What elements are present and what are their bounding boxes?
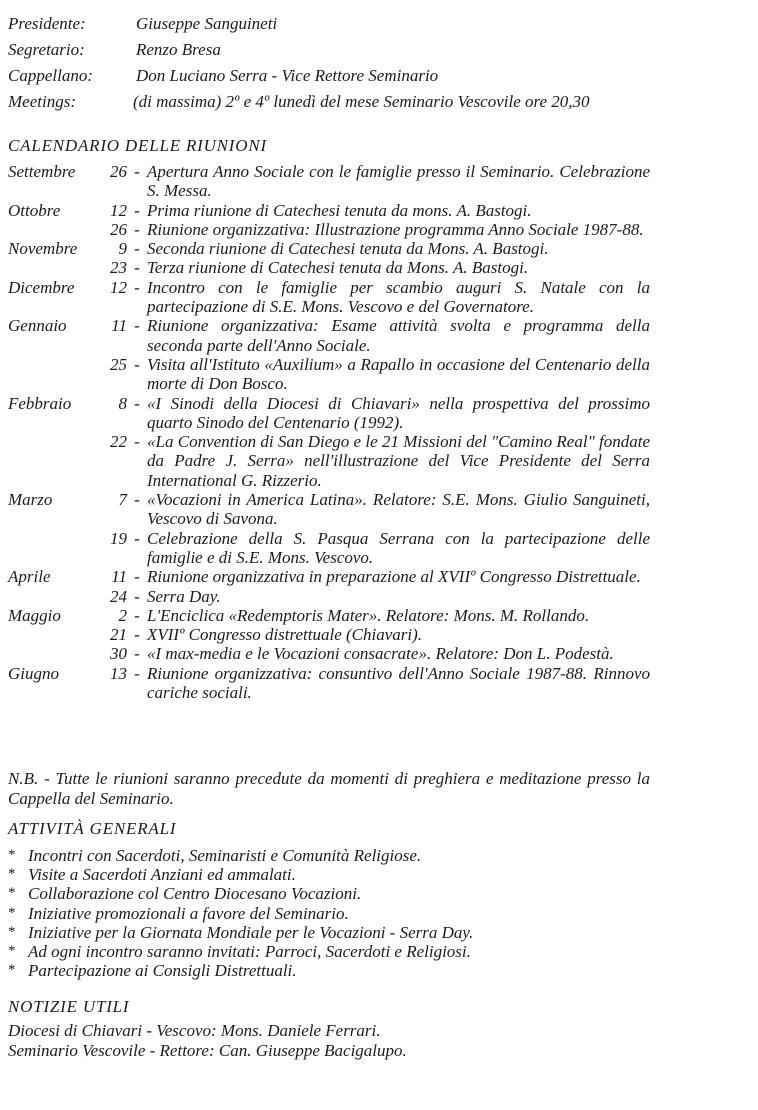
- calendar-text: Seconda riunione di Catechesi tenuta da Mons. A. Bastogi.: [147, 239, 549, 259]
- calendar-day: 26: [110, 162, 127, 181]
- asterisk-bullet-icon: *: [8, 962, 16, 979]
- attivita-item: [8, 942, 658, 961]
- calendar-entry: [8, 587, 650, 606]
- officer-value: Don Luciano Serra - Vice Rettore Seminario: [136, 66, 439, 85]
- asterisk-bullet-icon: *: [8, 943, 16, 960]
- calendar-dash: -: [134, 490, 140, 510]
- calendar-entry: [8, 490, 650, 529]
- calendar-entry: [8, 432, 650, 490]
- attivita-text: Visite a Sacerdoti Anziani ed ammalati.: [28, 865, 296, 885]
- calendar-dash: -: [134, 393, 140, 413]
- calendar-day: 7: [118, 490, 127, 510]
- officer-label: Meetings:: [8, 92, 76, 111]
- calendar-entry: [8, 220, 650, 239]
- calendar-text: Riunione organizzativa: Illustrazione programma Anno Sociale 1987-88.: [147, 219, 644, 239]
- calendar-entry: [8, 664, 650, 703]
- calendar-month: Maggio: [8, 605, 61, 625]
- calendar-entry: [8, 316, 650, 355]
- calendar-entry: [8, 162, 650, 201]
- calendar-text: Riunione organizzativa: consuntivo dell'Anno Sociale 1987-88. Rinnovo cariche sociali.: [147, 663, 650, 703]
- calendar-day: 26: [110, 219, 127, 239]
- attivita-text: Ad ogni incontro saranno invitati: Parroci, Sacerdoti e Religiosi.: [28, 942, 471, 962]
- calendar-text: «I Sinodi della Diocesi di Chiavari» nella prospettiva del prossimo quarto Sinodo del Centenario (1992).: [147, 393, 650, 432]
- calendar-month: [8, 529, 101, 568]
- calendar-day: 13: [110, 663, 127, 683]
- calendar-entry: [8, 239, 650, 258]
- attivita-text: Iniziative per la Giornata Mondiale per le Vocazioni - Serra Day.: [28, 922, 474, 942]
- calendar-text: Prima riunione di Catechesi tenuta da mons. A. Bastogi.: [147, 200, 532, 220]
- calendar-day: 9: [118, 239, 127, 259]
- calendar-entry: [8, 606, 650, 625]
- calendar-month: [8, 258, 101, 277]
- attivita-item: [8, 846, 658, 865]
- attivita-text: Partecipazione ai Consigli Distrettuali.: [28, 961, 297, 981]
- attivita-item: [8, 961, 658, 980]
- officer-value: Giuseppe Sanguineti: [136, 14, 278, 33]
- calendar-dash: -: [134, 200, 140, 220]
- calendar-dash: -: [134, 625, 140, 645]
- calendar-day: 30: [110, 644, 127, 664]
- calendar-text: Serra Day.: [147, 586, 221, 606]
- calendar-list: [8, 162, 650, 702]
- calendar-month: [8, 625, 101, 644]
- officer-label: Presidente:: [8, 14, 86, 33]
- calendar-dash: -: [134, 219, 140, 239]
- calendar-month: [8, 220, 101, 239]
- calendar-month: [8, 355, 101, 394]
- attivita-text: Collaborazione col Centro Diocesano Vocazioni.: [28, 884, 362, 904]
- officer-label: Cappellano:: [8, 66, 93, 85]
- calendar-dash: -: [134, 605, 140, 625]
- calendar-entry: [8, 278, 650, 317]
- calendar-text: Riunione organizzativa in preparazione al XVIIº Congresso Distrettuale.: [147, 567, 641, 587]
- calendar-entry: [8, 625, 650, 644]
- calendar-day: 19: [110, 528, 127, 548]
- calendar-text: Visita all'Istituto «Auxilium» a Rapallo in occasione del Centenario della morte di Don Bosco.: [147, 354, 650, 394]
- calendar-text: «I max-media e le Vocazioni consacrate». Relatore: Don L. Podestà.: [147, 644, 614, 664]
- attivita-item: [8, 884, 658, 903]
- calendar-month: Gennaio: [8, 316, 67, 336]
- notizie-line: Seminario Vescovile - Rettore: Can. Giuseppe Bacigalupo.: [8, 1040, 407, 1060]
- calendar-month: Ottobre: [8, 200, 61, 220]
- calendar-entry: [8, 529, 650, 568]
- calendar-dash: -: [134, 644, 140, 664]
- calendar-entry: [8, 567, 650, 586]
- calendar-text: Celebrazione della S. Pasqua Serrana con la partecipazione delle famiglie e di S.E. Mons. Vescovo.: [147, 528, 650, 567]
- calendar-dash: -: [134, 162, 140, 181]
- calendar-dash: -: [134, 277, 140, 297]
- officer-cappellano: [8, 66, 748, 92]
- calendar-month: Febbraio: [8, 393, 72, 413]
- calendar-entry: [8, 394, 650, 433]
- calendar-day: 21: [110, 625, 127, 645]
- calendar-day: 12: [110, 277, 127, 297]
- calendar-day: 11: [111, 316, 127, 336]
- calendar-day: 12: [110, 200, 127, 220]
- calendar-month: Marzo: [8, 490, 53, 510]
- officer-label: Segretario:: [8, 40, 85, 59]
- asterisk-bullet-icon: *: [8, 885, 16, 902]
- attivita-text: Iniziative promozionali a favore del Seminario.: [28, 903, 349, 923]
- calendar-month: Aprile: [8, 567, 51, 587]
- attivita-list: [8, 846, 658, 980]
- calendar-text: L'Enciclica «Redemptoris Mater». Relatore: Mons. M. Rollando.: [147, 605, 590, 625]
- calendar-month: Giugno: [8, 663, 59, 683]
- calendar-day: 8: [118, 393, 127, 413]
- calendar-text: «La Convention di San Diego e le 21 Missioni del "Camino Real" fondate da Padre J. Serra» nell'illustrazione del Vice Presidente del Serra International G. Rizzerio.: [147, 432, 650, 490]
- notizie-list: [8, 1021, 658, 1060]
- calendar-month: [8, 587, 101, 606]
- calendar-day: 22: [110, 432, 127, 452]
- calendar-day: 11: [111, 567, 127, 587]
- notizie-line: Diocesi di Chiavari - Vescovo: Mons. Daniele Ferrari.: [8, 1021, 381, 1040]
- nb-note: N.B. - Tutte le riunioni saranno precedute da momenti di preghiera e meditazione presso la Cappella del Seminario.: [8, 769, 650, 808]
- attivita-text: Incontri con Sacerdoti, Seminaristi e Comunità Religiose.: [28, 846, 422, 865]
- officer-value: Renzo Bresa: [136, 40, 221, 59]
- calendar-text: Incontro con le famiglie per scambio auguri S. Natale con la partecipazione di S.E. Mons. Vescovo e del Governatore.: [147, 277, 650, 317]
- calendar-dash: -: [134, 586, 140, 606]
- calendar-month: Novembre: [8, 239, 78, 259]
- calendar-dash: -: [134, 258, 140, 278]
- attivita-item: [8, 923, 658, 942]
- calendar-entry: [8, 201, 650, 220]
- calendar-entry: [8, 258, 650, 277]
- calendar-day: 25: [110, 354, 127, 374]
- asterisk-bullet-icon: *: [8, 904, 16, 921]
- officer-segretario: [8, 40, 748, 66]
- calendar-entry: [8, 644, 650, 663]
- calendar-month: Settembre: [8, 162, 76, 181]
- calendar-dash: -: [134, 663, 140, 683]
- calendar-day: 24: [110, 586, 127, 606]
- attivita-heading: ATTIVITÀ GENERALI: [8, 819, 177, 838]
- officer-meetings: [8, 92, 748, 118]
- calendar-month: [8, 432, 101, 490]
- officers-list: [8, 14, 748, 118]
- asterisk-bullet-icon: *: [8, 847, 16, 863]
- calendar-text: «Vocazioni in America Latina». Relatore: S.E. Mons. Giulio Sanguineti, Vescovo di Savona.: [147, 490, 650, 529]
- calendar-text: Terza riunione di Catechesi tenuta da Mons. A. Bastogi.: [147, 258, 529, 278]
- calendar-dash: -: [134, 567, 140, 587]
- calendar-dash: -: [134, 354, 140, 374]
- calendar-heading: CALENDARIO DELLE RIUNIONI: [8, 136, 267, 155]
- calendar-month: Dicembre: [8, 277, 75, 297]
- calendar-dash: -: [134, 239, 140, 259]
- officer-presidente: [8, 14, 748, 40]
- calendar-dash: -: [134, 316, 140, 336]
- calendar-dash: -: [134, 432, 140, 452]
- calendar-text: Apertura Anno Sociale con le famiglie presso il Seminario. Celebrazione S. Messa.: [147, 162, 650, 201]
- attivita-item: [8, 904, 658, 923]
- calendar-day: 2: [118, 605, 127, 625]
- officer-value: (di massima) 2º e 4º lunedì del mese Seminario Vescovile ore 20,30: [133, 92, 590, 111]
- calendar-month: [8, 644, 101, 663]
- calendar-day: 23: [110, 258, 127, 278]
- calendar-dash: -: [134, 528, 140, 548]
- calendar-entry: [8, 355, 650, 394]
- asterisk-bullet-icon: *: [8, 923, 16, 940]
- asterisk-bullet-icon: *: [8, 866, 16, 883]
- attivita-item: [8, 865, 658, 884]
- notizie-heading: NOTIZIE UTILI: [8, 997, 130, 1016]
- calendar-text: Riunione organizzativa: Esame attività svolta e programma della seconda parte dell'Anno Sociale.: [147, 316, 650, 355]
- calendar-text: XVIIº Congresso distrettuale (Chiavari).: [147, 625, 423, 645]
